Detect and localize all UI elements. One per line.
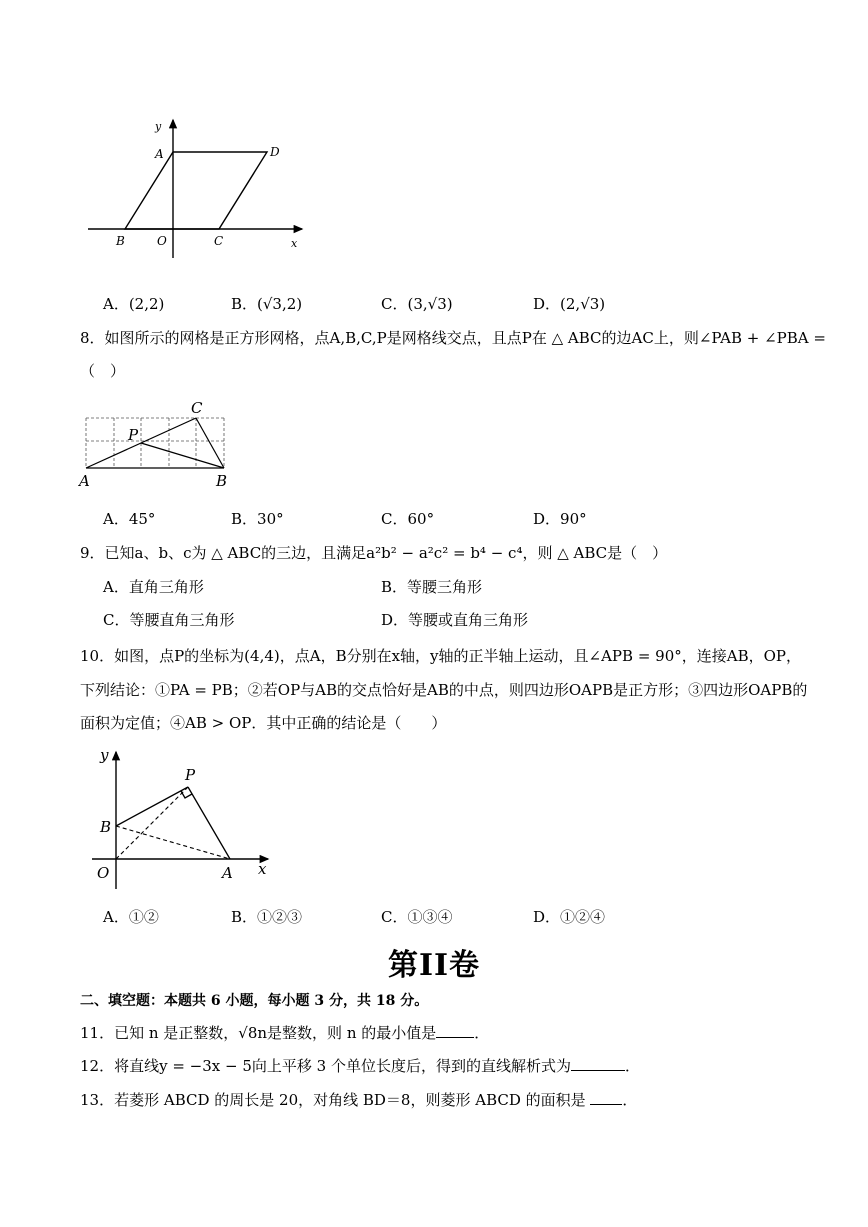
point-a-label: A <box>222 864 233 882</box>
q7-option-a: A．(2,2) <box>103 295 165 313</box>
q13-text: 13．若菱形 ABCD 的周长是 20，对角线 BD＝8，则菱形 ABCD 的面积是 <box>80 1091 591 1109</box>
point-a-label: A <box>79 472 90 489</box>
point-p-label: P <box>128 426 139 444</box>
point-o-label: O <box>97 864 110 882</box>
q10-figure <box>92 742 282 892</box>
q10-option-b: B．①②③ <box>231 908 303 926</box>
q12-stem <box>80 1056 640 1076</box>
y-label: y <box>155 120 162 133</box>
q10-option-c: C．①③④ <box>381 908 453 926</box>
q9-stem: 9．已知a、b、c为 △ ABC的三边，且满足a²b² − a²c² = b⁴ − c⁴，则 △ ABC是（ ） <box>80 544 668 562</box>
q10-stem-line3: 面积为定值；④AB > OP．其中正确的结论是（ ） <box>80 714 447 732</box>
point-c-label: C <box>214 234 224 248</box>
q8-option-b: B．30° <box>231 510 284 528</box>
segment-bp <box>116 787 188 826</box>
point-p-label: P <box>185 766 196 784</box>
q12-period: ． <box>624 1057 640 1075</box>
q11-answer-blank[interactable] <box>436 1023 474 1038</box>
q7-option-d: D．(2,√3) <box>533 295 606 313</box>
q12-answer-blank[interactable] <box>571 1056 625 1071</box>
q11-stem <box>80 1023 489 1043</box>
q9-option-c: C．等腰直角三角形 <box>103 611 235 629</box>
q8-stem-line2: （ ） <box>80 362 126 380</box>
point-b-label: B <box>100 818 112 836</box>
segment-pa <box>188 787 230 859</box>
q11-text: 11．已知 n 是正整数，√8n是整数，则 n 的最小值是 <box>80 1024 437 1042</box>
y-label: y <box>100 746 109 764</box>
q9-option-d: D．等腰或直角三角形 <box>381 611 529 629</box>
q9-option-b: B．等腰三角形 <box>381 578 483 596</box>
q10-stem-line1: 10．如图，点P的坐标为(4,4)，点A，B分别在x轴，y轴的正半轴上运动，且∠APB = 90°，连接AB，OP， <box>80 647 801 665</box>
q13-answer-blank[interactable] <box>590 1090 622 1105</box>
x-label: x <box>291 237 298 250</box>
q10-option-d: D．①②④ <box>533 908 606 926</box>
q12-text: 12．将直线y = −3x − 5向上平移 3 个单位长度后，得到的直线解析式为 <box>80 1057 571 1075</box>
q13-period: ． <box>622 1091 638 1109</box>
q9-option-a: A．直角三角形 <box>103 578 204 596</box>
q7-option-b: B．(√3,2) <box>231 295 303 313</box>
q11-period: ． <box>474 1024 490 1042</box>
q10-stem-line2: 下列结论：①PA = PB；②若OP与AB的交点恰好是AB的中点，则四边形OAPB是正方形；③四边形OAPB的 <box>80 681 808 699</box>
point-b-label: B <box>116 234 125 248</box>
q10-option-a: A．①② <box>103 908 159 926</box>
q13-stem <box>80 1090 637 1110</box>
point-b-label: B <box>216 472 228 489</box>
point-o-label: O <box>157 234 167 248</box>
q8-option-c: C．60° <box>381 510 435 528</box>
q8-stem-line1: 8．如图所示的网格是正方形网格，点A,B,C,P是网格线交点，且点P在 △ ABC的边AC上，则∠PAB + ∠PBA = <box>80 329 826 347</box>
q8-option-d: D．90° <box>533 510 587 528</box>
q7-figure <box>80 108 320 268</box>
q7-option-c: C．(3,√3) <box>381 295 453 313</box>
point-c-label: C <box>191 399 203 417</box>
section-heading: 二、填空题：本题共 6 小题，每小题 3 分，共 18 分。 <box>80 993 429 1009</box>
section-title: 第II卷 <box>387 948 481 983</box>
segment-op <box>116 787 188 859</box>
point-a-label: A <box>155 147 164 161</box>
q8-figure <box>78 394 238 489</box>
q8-option-a: A．45° <box>103 510 156 528</box>
x-label: x <box>258 860 267 878</box>
parallelogram-abcd <box>125 152 267 229</box>
point-d-label: D <box>270 145 280 159</box>
